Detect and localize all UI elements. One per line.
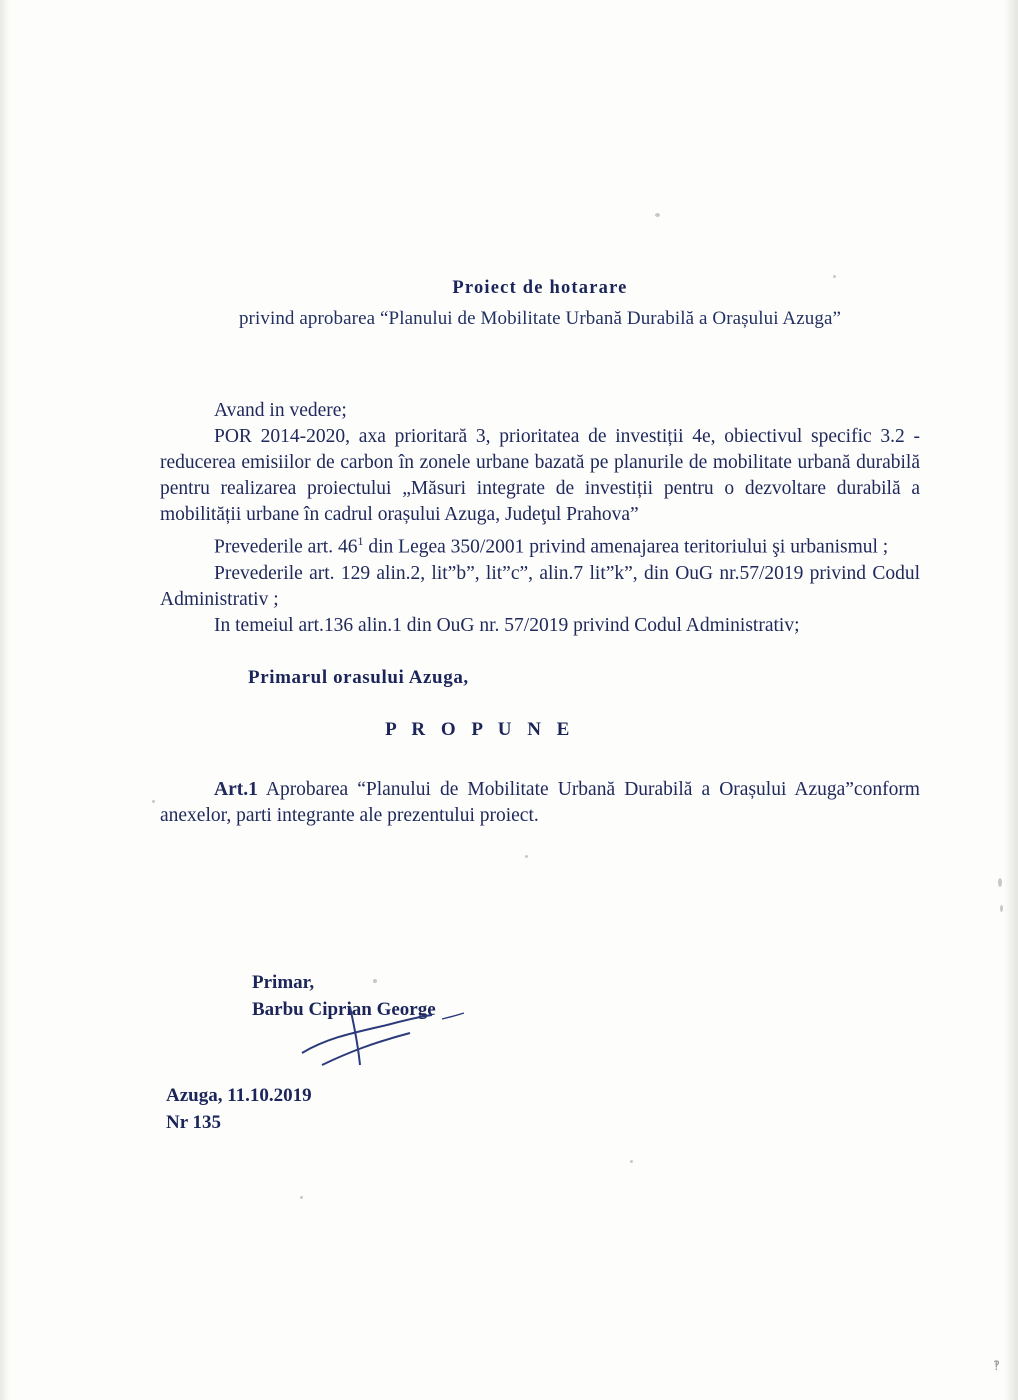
article-1-label: Art.1: [214, 778, 258, 800]
art46-superscript: 1: [357, 534, 364, 548]
scan-edge-left: [0, 0, 10, 1400]
document-body: [160, 0, 920, 1023]
preamble-section: [160, 398, 920, 528]
propune-heading: P R O P U N E: [385, 718, 575, 740]
article-1-section: [160, 777, 920, 829]
article-1: [160, 777, 920, 829]
scan-corner-mark: ‽: [993, 1358, 1000, 1373]
scan-speck: [998, 878, 1002, 887]
document-footer: [166, 1082, 312, 1136]
provisions-section: [160, 528, 920, 639]
scan-speck: [630, 1160, 633, 1163]
signature-role: Primar,: [252, 971, 315, 993]
footer-number: Nr 135: [166, 1112, 222, 1133]
page-title: Proiect de hotarare: [452, 278, 628, 298]
paragraph-art46: [160, 528, 920, 561]
signature-name: Barbu Ciprian George: [252, 998, 436, 1020]
title-block: [160, 278, 920, 330]
document-subtitle: privind aprobarea “Planului de Mobilitate Urbană Durabilă a Orașului Azuga”: [238, 308, 842, 329]
preamble-label: Avand in vedere;: [214, 400, 347, 421]
scan-speck: [1000, 905, 1003, 912]
art46-pre: Prevederile art. 46: [214, 536, 358, 558]
scan-speck: [152, 800, 155, 803]
paragraph-por: POR 2014-2020, axa prioritară 3, prioritatea de investiții 4e, obiectivul specific 3.2 - reducerea emisiilor de carbon în zonele urbane bazată pe planurile de mobilitate urbană durabilă pentru realizarea proiectului „Măsuri integrate de investiții pentru o dezvoltare durabilă a mobilității urbane în cadrul orașului Azuga, Judeţul Prahova”: [160, 426, 920, 525]
article-1-text: Aprobarea “Planului de Mobilitate Urbană Durabilă a Orașului Azuga”conform anexelor, parti integrante ale prezentului proiect.: [160, 778, 920, 826]
mayor-intro: Primarul orasului Azuga,: [248, 666, 469, 688]
scan-edge-right: [1004, 0, 1018, 1400]
art46-post: din Legea 350/2001 privind amenajarea teritoriului şi urbanismul ;: [363, 536, 889, 558]
footer-place-date: Azuga, 11.10.2019: [166, 1085, 312, 1106]
paragraph-art129: Prevederile art. 129 alin.2, lit”b”, lit”c”, alin.7 lit”k”, din OuG nr.57/2019 privind Codul Administrativ ;: [160, 562, 920, 610]
signature-block: [252, 969, 552, 1023]
scan-speck: [300, 1196, 303, 1199]
paragraph-temei: In temeiul art.136 alin.1 din OuG nr. 57/2019 privind Codul Administrativ;: [214, 614, 800, 636]
